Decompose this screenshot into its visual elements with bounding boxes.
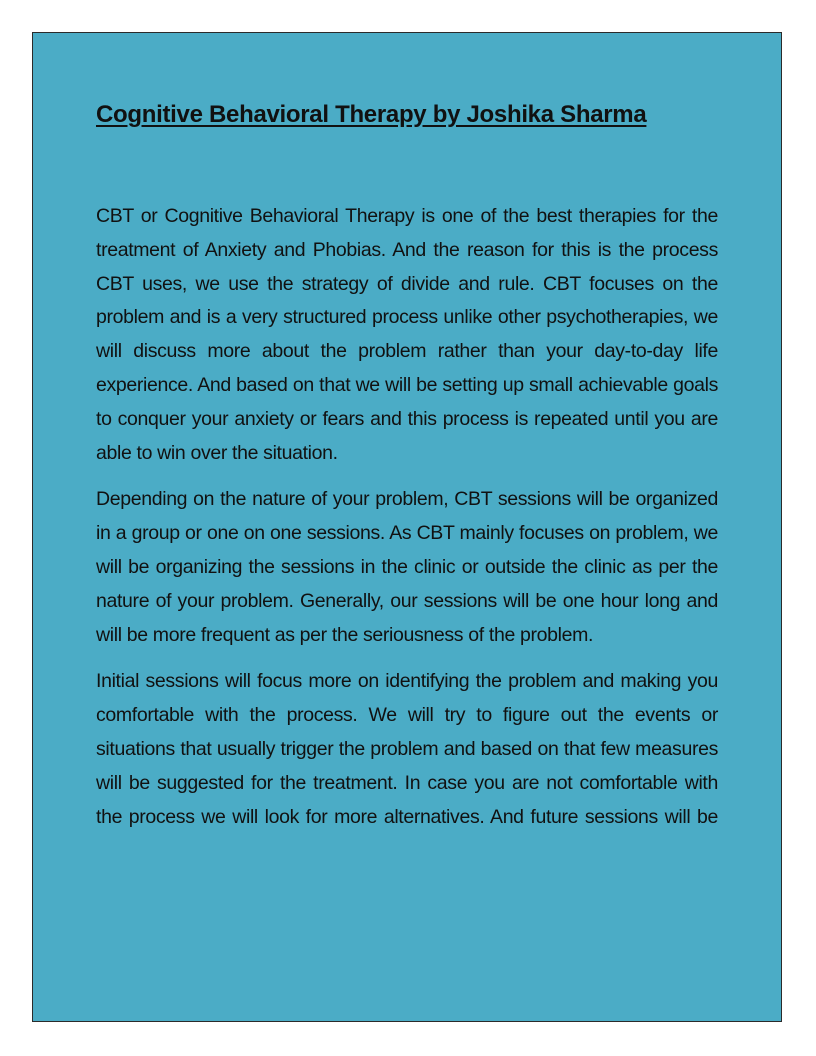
paragraph-initial-sessions: Initial sessions will focus more on identifying the problem and making you comfortable with the process. We will try to figure out the events or situations that usually trigger the problem and based on that few measures will be suggested for the treatment. In case you are not comfortable with the process we will look for more alternatives. And future sessions will be	[96, 670, 718, 828]
document-title: Cognitive Behavioral Therapy by Joshika Sharma	[96, 101, 647, 128]
document-page	[32, 32, 782, 1022]
document-content	[96, 97, 718, 847]
paragraph-intro: CBT or Cognitive Behavioral Therapy is one of the best therapies for the treatment of Anxiety and Phobias. And the reason for this is the process CBT uses, we use the strategy of divide and rule. CBT focuses on the problem and is a very structured process unlike other psychotherapies, we will discuss more about the problem rather than your day-to-day life experience. And based on that we will be setting up small achievable goals to conquer your anxiety or fears and this process is repeated until you are able to win over the situation.	[96, 205, 718, 464]
document-body	[96, 200, 718, 834]
paragraph-sessions: Depending on the nature of your problem, CBT sessions will be organized in a group or one on one sessions. As CBT mainly focuses on problem, we will be organizing the sessions in the clinic or outside the clinic as per the nature of your problem. Generally, our sessions will be one hour long and will be more frequent as per the seriousness of the problem.	[96, 488, 718, 646]
